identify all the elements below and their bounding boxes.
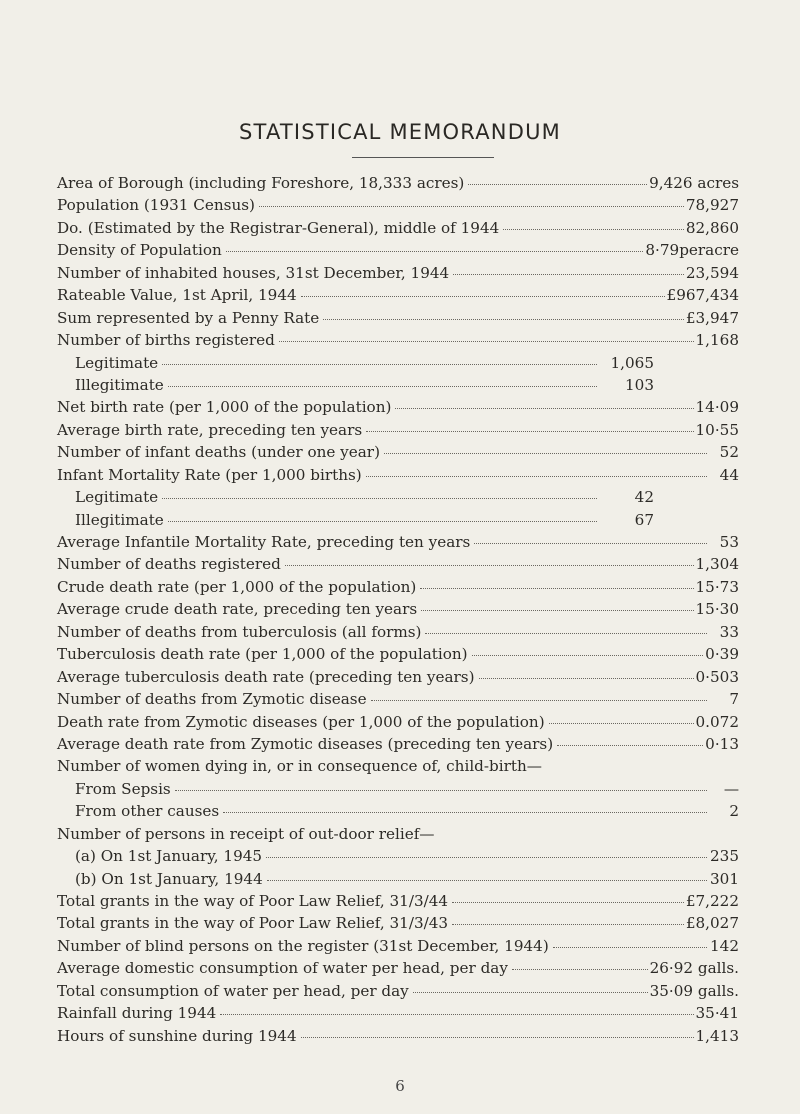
row-label: Total grants in the way of Poor Law Relief, 31/3/43 xyxy=(57,914,449,933)
dot-leader xyxy=(162,498,597,499)
dot-leader xyxy=(413,992,648,993)
row-label: Rateable Value, 1st April, 1944 xyxy=(57,286,297,305)
memo-row xyxy=(57,464,739,486)
row-value: — xyxy=(723,779,739,798)
dot-leader xyxy=(512,969,648,970)
row-label: Hours of sunshine during 1944 xyxy=(57,1026,297,1045)
dot-leader xyxy=(549,723,694,724)
memo-row xyxy=(57,307,739,329)
dot-leader xyxy=(323,319,684,320)
row-value: 0·503 xyxy=(695,667,739,686)
row-label: Average birth rate, preceding ten years xyxy=(57,420,363,439)
memo-row xyxy=(57,172,739,194)
row-value: 15·73 xyxy=(695,577,739,596)
row-label: Average crude death rate, preceding ten years xyxy=(57,600,418,619)
row-value: 0·13 xyxy=(705,734,739,753)
row-label: (b) On 1st January, 1944 xyxy=(75,869,263,888)
memo-row xyxy=(57,553,739,575)
row-value: 103 xyxy=(625,375,654,394)
dot-leader xyxy=(395,408,693,409)
row-label: Illegitimate xyxy=(75,510,164,529)
row-value: £3,947 xyxy=(685,308,739,327)
row-label: Average death rate from Zymotic diseases (preceding ten years) xyxy=(57,734,554,753)
row-label: Sum represented by a Penny Rate xyxy=(57,308,320,327)
row-value: 8·79peracre xyxy=(645,241,739,260)
memo-row xyxy=(57,194,739,216)
memo-row xyxy=(57,733,739,755)
dot-leader xyxy=(259,206,684,207)
memo-row xyxy=(57,868,739,890)
memo-row xyxy=(57,531,739,553)
row-value: 1,168 xyxy=(695,331,739,350)
dot-leader xyxy=(557,745,703,746)
memo-row xyxy=(57,239,739,261)
row-value: 67 xyxy=(634,510,654,529)
row-label: Average Infantile Mortality Rate, preceding ten years xyxy=(57,533,471,551)
dot-leader xyxy=(162,364,597,365)
row-value: 44 xyxy=(719,465,739,484)
dot-leader xyxy=(301,1037,694,1038)
row-value: 26·92 galls. xyxy=(649,959,739,978)
dot-leader xyxy=(453,274,684,275)
row-value: 0.072 xyxy=(695,712,739,731)
row-label: Average domestic consumption of water per head, per day xyxy=(57,959,508,978)
dot-leader xyxy=(503,229,684,230)
dot-leader xyxy=(220,1014,693,1015)
row-value: 0·39 xyxy=(705,645,739,664)
row-value: 10·55 xyxy=(695,420,739,439)
dot-leader xyxy=(420,588,693,589)
dot-leader xyxy=(468,184,647,185)
row-label: Number of infant deaths (under one year) xyxy=(57,443,380,462)
row-label: Population (1931 Census) xyxy=(57,196,255,215)
row-label: Number of blind persons on the register (31st December, 1944) xyxy=(57,936,549,955)
memo-row xyxy=(57,284,739,306)
dot-leader xyxy=(226,251,644,252)
memo-row xyxy=(57,935,739,957)
dot-leader xyxy=(279,341,694,342)
memo-row xyxy=(57,800,739,822)
dot-leader xyxy=(371,700,707,701)
memo-row xyxy=(57,1025,739,1047)
dot-leader xyxy=(267,880,707,881)
row-label: Number of women dying in, or in consequence of, child-birth— xyxy=(57,757,542,776)
row-value: 52 xyxy=(719,443,739,462)
row-label: Number of persons in receipt of out-door relief— xyxy=(57,824,435,843)
dot-leader xyxy=(384,453,707,454)
memo-row xyxy=(57,486,654,508)
row-label: (a) On 1st January, 1945 xyxy=(75,847,263,866)
row-value: 142 xyxy=(710,936,739,955)
dot-leader xyxy=(366,431,693,432)
dot-leader xyxy=(175,790,707,791)
row-label: Total consumption of water per head, per day xyxy=(57,981,409,1000)
row-label: Legitimate xyxy=(75,488,159,507)
row-value: 1,065 xyxy=(610,353,654,372)
dot-leader xyxy=(474,543,707,544)
memo-row xyxy=(57,419,739,441)
row-label: Illegitimate xyxy=(75,375,164,394)
memo-row xyxy=(57,374,654,396)
row-label: Do. (Estimated by the Registrar-General), middle of 1944 xyxy=(57,218,500,237)
memo-row xyxy=(57,666,739,688)
memo-row xyxy=(57,217,739,239)
row-label: Area of Borough (including Foreshore, 18,333 acres) xyxy=(57,174,465,192)
row-label: Average tuberculosis death rate (preceding ten years) xyxy=(57,667,475,686)
memo-row xyxy=(57,643,739,665)
row-label: Rainfall during 1944 xyxy=(57,1004,217,1023)
memo-row xyxy=(57,509,654,531)
row-value: £8,027 xyxy=(685,914,739,933)
memo-row xyxy=(57,711,739,733)
page-title: STATISTICAL MEMORANDUM xyxy=(239,120,561,144)
row-value: 2 xyxy=(729,802,739,821)
dot-leader xyxy=(472,655,704,656)
memo-row xyxy=(57,957,739,979)
row-value: 35·41 xyxy=(695,1004,739,1023)
row-value: 1,304 xyxy=(695,555,739,574)
memo-row xyxy=(57,598,739,620)
row-label: Number of deaths from tuberculosis (all forms) xyxy=(57,622,422,641)
row-label: Number of inhabited houses, 31st December, 1944 xyxy=(57,263,450,282)
row-value: 35·09 galls. xyxy=(649,981,739,1000)
memo-row xyxy=(57,576,739,598)
memo-row xyxy=(57,823,739,845)
memo-row xyxy=(57,1002,739,1024)
dot-leader xyxy=(301,296,665,297)
row-value: 1,413 xyxy=(695,1026,739,1045)
title-rule xyxy=(352,157,494,158)
memorandum-table xyxy=(57,172,739,1047)
row-value: 301 xyxy=(710,869,739,888)
memo-row xyxy=(57,688,739,710)
row-label: Crude death rate (per 1,000 of the population) xyxy=(57,577,417,596)
row-value: 78,927 xyxy=(685,196,739,215)
row-label: Tuberculosis death rate (per 1,000 of the population) xyxy=(57,645,468,664)
dot-leader xyxy=(425,633,707,634)
row-label: From other causes xyxy=(75,802,220,821)
row-value: 53 xyxy=(719,533,739,551)
row-value: 15·30 xyxy=(695,600,739,619)
row-value: 7 xyxy=(729,690,739,709)
row-label: Legitimate xyxy=(75,353,159,372)
dot-leader xyxy=(452,924,684,925)
row-label: From Sepsis xyxy=(75,779,171,798)
memo-row xyxy=(57,329,739,351)
dot-leader xyxy=(168,386,597,387)
memo-row xyxy=(57,980,739,1002)
memo-row xyxy=(57,621,739,643)
memo-row xyxy=(57,778,739,800)
row-label: Net birth rate (per 1,000 of the population) xyxy=(57,398,392,417)
row-value: £7,222 xyxy=(685,892,739,910)
row-label: Death rate from Zymotic diseases (per 1,000 of the population) xyxy=(57,712,545,731)
memo-row xyxy=(57,912,739,934)
row-value: 9,426 acres xyxy=(649,174,739,192)
memo-row xyxy=(57,396,739,418)
row-label: Total grants in the way of Poor Law Relief, 31/3/44 xyxy=(57,892,449,910)
dot-leader xyxy=(168,521,597,522)
row-value: 33 xyxy=(719,622,739,641)
memo-row xyxy=(57,845,739,867)
page-number: 6 xyxy=(395,1077,405,1095)
row-value: 82,860 xyxy=(685,218,739,237)
memo-row xyxy=(57,262,739,284)
memo-row xyxy=(57,755,739,777)
dot-leader xyxy=(553,947,707,948)
row-value: 14·09 xyxy=(695,398,739,417)
dot-leader xyxy=(421,610,693,611)
memo-row xyxy=(57,352,654,374)
row-label: Infant Mortality Rate (per 1,000 births) xyxy=(57,465,362,484)
row-label: Number of births registered xyxy=(57,331,275,350)
dot-leader xyxy=(366,476,707,477)
row-value: £967,434 xyxy=(666,286,739,305)
row-value: 23,594 xyxy=(685,263,739,282)
dot-leader xyxy=(223,812,707,813)
row-label: Density of Population xyxy=(57,241,222,260)
dot-leader xyxy=(452,902,684,903)
memo-row xyxy=(57,890,739,912)
memo-row xyxy=(57,441,739,463)
dot-leader xyxy=(479,678,694,679)
row-label: Number of deaths registered xyxy=(57,555,281,574)
row-label: Number of deaths from Zymotic disease xyxy=(57,690,367,709)
dot-leader xyxy=(285,565,694,566)
dot-leader xyxy=(266,857,707,858)
row-value: 42 xyxy=(634,488,654,507)
row-value: 235 xyxy=(710,847,739,866)
